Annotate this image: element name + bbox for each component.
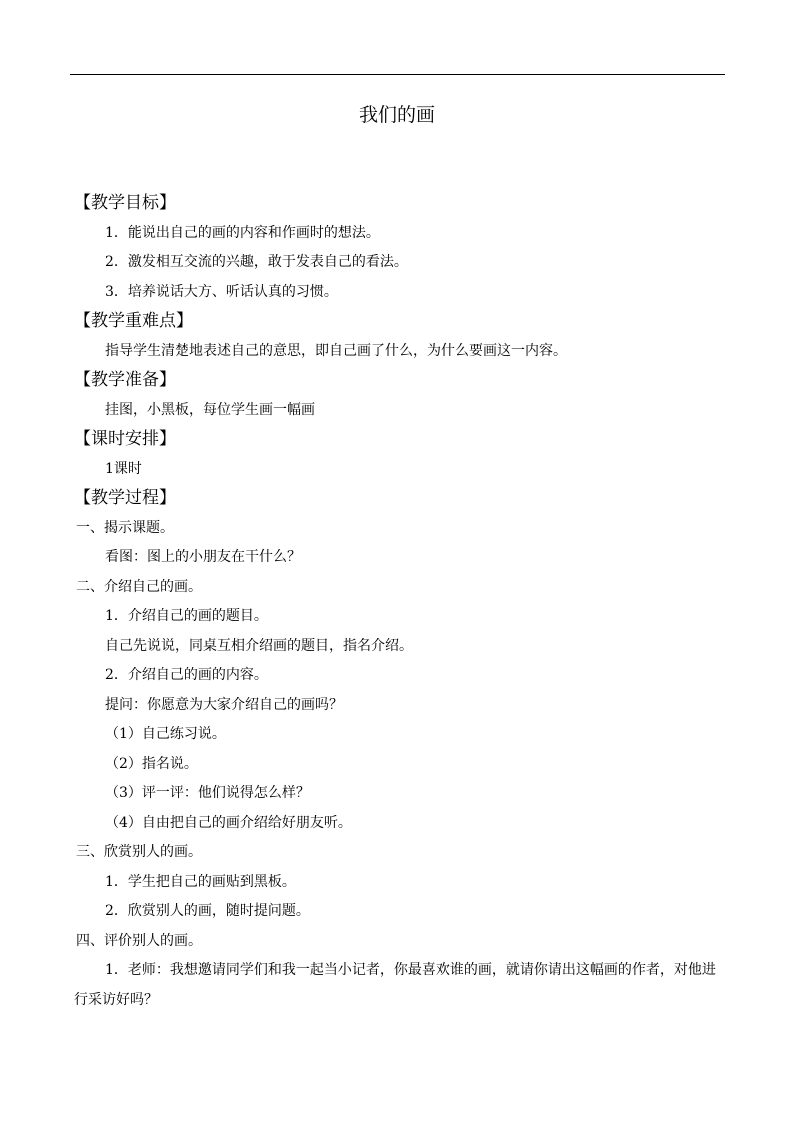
process-text: 自己先说说，同桌互相介绍画的题目，指名介绍。	[105, 637, 413, 654]
section-heading-preparation: 【教学准备】	[74, 370, 176, 390]
preparation-text: 挂图，小黑板，每位学生画一幅画	[105, 401, 315, 418]
section-heading-process: 【教学过程】	[74, 488, 176, 508]
goal-item: 1．能说出自己的画的内容和作画时的想法。	[105, 224, 380, 241]
process-step-heading: 二、介绍自己的画。	[76, 578, 202, 595]
goal-item: 3．培养说话大方、听话认真的习惯。	[105, 283, 338, 300]
section-heading-schedule: 【课时安排】	[74, 429, 176, 449]
process-text: 2．介绍自己的画的内容。	[105, 667, 268, 683]
section-heading-key-points: 【教学重难点】	[74, 311, 193, 331]
page-title: 我们的画	[358, 104, 435, 126]
header-rule	[70, 74, 725, 75]
process-text: 看图：图上的小朋友在干什么？	[105, 549, 301, 565]
goal-item: 2．激发相互交流的兴趣，敢于发表自己的看法。	[105, 254, 408, 270]
process-text: （2）指名说。	[105, 755, 198, 772]
process-step-heading: 一、揭示课题。	[76, 519, 174, 536]
process-text: 提问：你愿意为大家介绍自己的画吗？	[105, 696, 343, 713]
schedule-text: 1课时	[105, 460, 142, 477]
section-heading-goals: 【教学目标】	[74, 193, 176, 213]
process-text: （4）自由把自己的画介绍给好朋友听。	[105, 814, 352, 831]
process-text: 1．学生把自己的画贴到黑板。	[105, 873, 296, 890]
process-text: 1．老师：我想邀请同学们和我一起当小记者，你最喜欢谁的画，就请你请出这幅画的作者，对他进行采访好吗？	[74, 962, 716, 1008]
process-text: 1．介绍自己的画的题目。	[105, 608, 268, 624]
process-step-heading: 四、评价别人的画。	[76, 932, 202, 949]
process-text: 2．欣赏别人的画，随时提问题。	[105, 903, 310, 919]
key-point-text: 指导学生清楚地表述自己的意思，即自己画了什么，为什么要画这一内容。	[105, 342, 567, 359]
process-text: （1）自己练习说。	[105, 726, 226, 742]
process-text: （3）评一评：他们说得怎么样？	[105, 785, 310, 801]
document-body	[74, 189, 724, 1015]
process-step-heading: 三、欣赏别人的画。	[76, 844, 202, 860]
